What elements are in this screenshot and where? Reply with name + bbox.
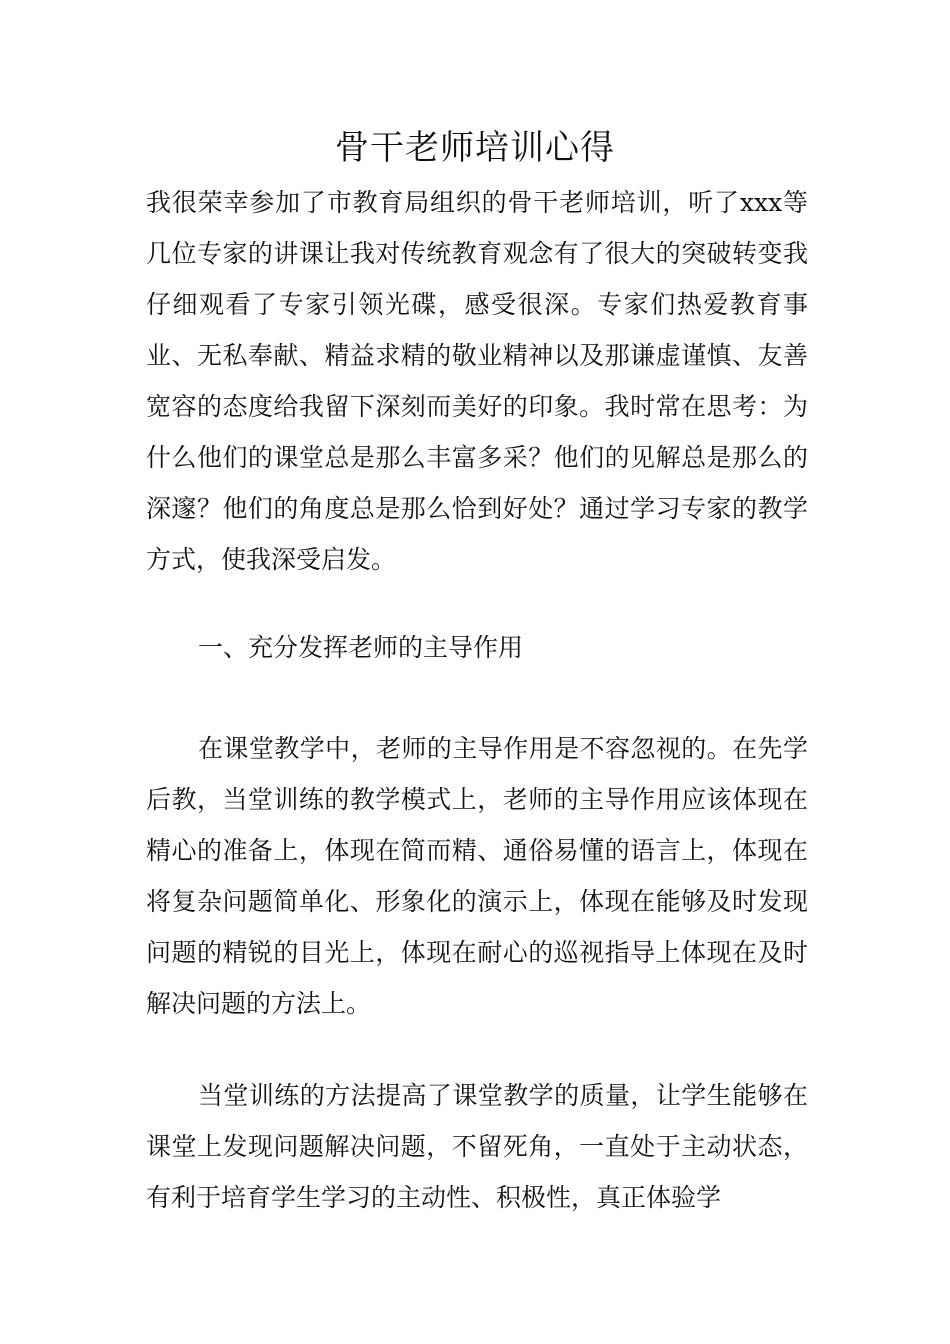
section-heading-1: 一、充分发挥老师的主导作用 — [198, 633, 524, 662]
document-title: 骨干老师培训心得 — [335, 128, 615, 168]
paragraph-intro: 我很荣幸参加了市教育局组织的骨干老师培训，听了xxx等几位专家的讲课让我对传统教育观念有了很大的突破转变我仔细观看了专家引领光碟，感受很深。专家们热爱教育事业、无私奉献、精益求精的敬业精神以及那谦虚谨慎、友善宽容的态度给我留下深刻而美好的印象。我时常在思考：为什么他们的课堂总是那么丰富多采？他们的见解总是那么的深邃？他们的角度总是那么恰到好处？通过学习专家的教学方式，使我深受启发。 — [146, 188, 808, 574]
paragraph-classroom-training: 当堂训练的方法提高了课堂教学的质量，让学生能够在课堂上发现问题解决问题，不留死角，一直处于主动状态，有利于培育学生学习的主动性、积极性，真正体验学 — [146, 1081, 808, 1212]
paragraph-teacher-role: 在课堂教学中，老师的主导作用是不容忽视的。在先学后教，当堂训练的教学模式上，老师的主导作用应该体现在精心的准备上，体现在简而精、通俗易懂的语言上，体现在将复杂问题简单化、形象化的演示上，体现在能够及时发现问题的精锐的目光上，体现在耐心的巡视指导上体现在及时解决问题的方法上。 — [146, 734, 808, 1018]
